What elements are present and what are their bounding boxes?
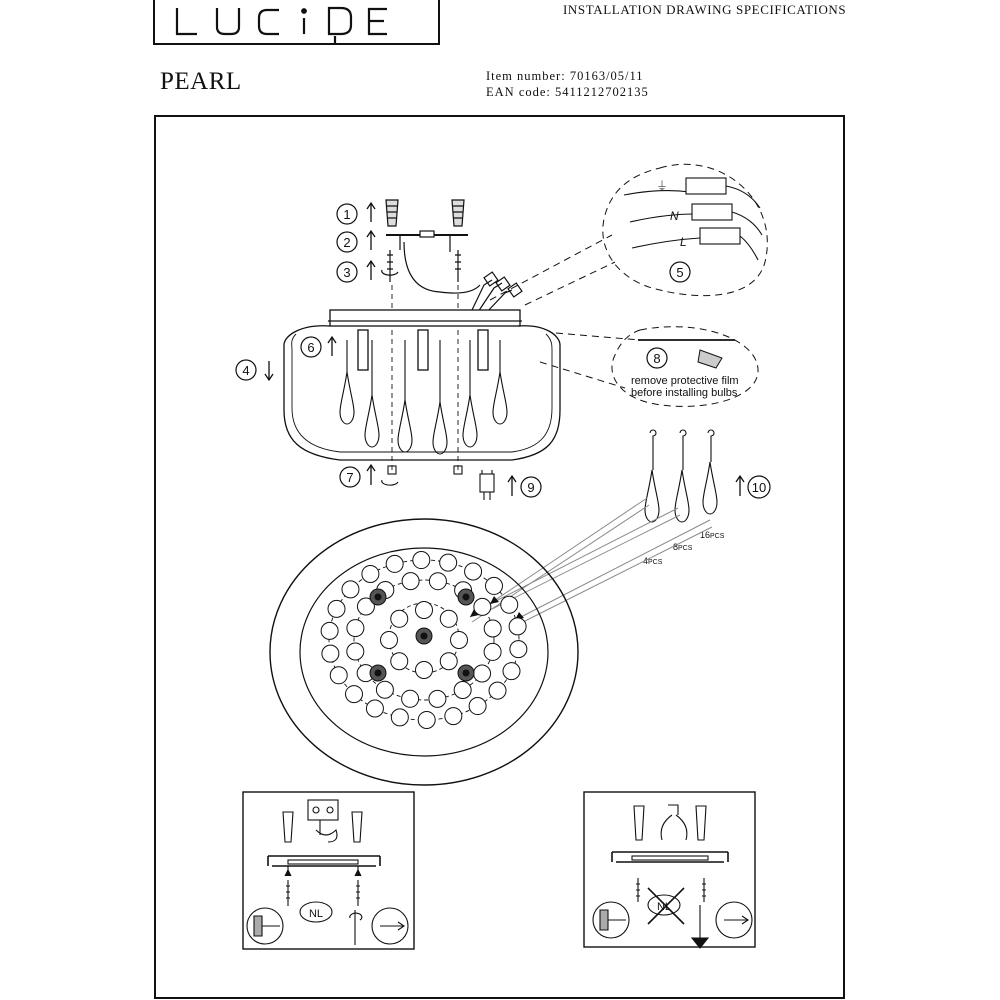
document-title: INSTALLATION DRAWING SPECIFICATIONS	[563, 2, 847, 17]
pearl-icon	[454, 682, 471, 699]
pearl-icon	[391, 709, 408, 726]
pearl-icon	[416, 662, 433, 679]
bulb-center-icon	[375, 670, 381, 676]
item-number: Item number: 70163/05/11	[486, 69, 644, 83]
svg-text:4: 4	[242, 363, 250, 378]
pearl-icon	[347, 643, 364, 660]
cable	[404, 242, 480, 293]
ground-symbol: ⏚	[656, 179, 669, 193]
drop-qty-c: 16PCS	[700, 530, 725, 540]
bulb-center-icon	[421, 633, 427, 639]
pearl-icon	[418, 711, 435, 728]
wiring-detail	[490, 164, 767, 305]
pearl-icon	[429, 690, 446, 707]
pearl-icon	[509, 618, 526, 635]
pearl-icon	[451, 632, 468, 649]
step-5	[670, 262, 690, 282]
pearl-icon	[381, 632, 398, 649]
mounting-bracket	[386, 231, 468, 252]
pearl-icon	[376, 681, 393, 698]
pearl-icon	[486, 577, 503, 594]
pearl-icon	[391, 610, 408, 627]
step-labels	[236, 203, 770, 498]
pearl-icon	[474, 665, 491, 682]
pearl-icon	[484, 620, 501, 637]
fixture-top-view	[270, 519, 578, 785]
bulb-icon	[478, 330, 488, 370]
pearl-icon	[484, 643, 501, 660]
svg-text:9: 9	[527, 480, 535, 495]
drop-qty-a: 4PCS	[643, 556, 663, 566]
pearl-icon	[321, 622, 338, 639]
pearl-icon	[416, 602, 433, 619]
screw-icon	[455, 250, 461, 282]
pearl-icon	[366, 700, 383, 717]
pearl-icon	[440, 610, 457, 627]
film-note-line-1: remove protective film	[631, 375, 739, 387]
wall-plug-icon	[386, 200, 398, 226]
inset-mount-no-nl	[584, 792, 755, 948]
pearl-icon	[469, 698, 486, 715]
pearl-icon	[342, 581, 359, 598]
pearl-icon	[413, 552, 430, 569]
step-10	[736, 476, 770, 498]
bulb-center-icon	[375, 594, 381, 600]
drop-qty-b: 8PCS	[673, 542, 693, 552]
hook-icon	[680, 430, 686, 470]
hook-icon	[708, 430, 714, 462]
svg-text:3: 3	[343, 265, 351, 280]
pearl-icon	[465, 563, 482, 580]
svg-text:6: 6	[307, 340, 315, 355]
wall-plug-icon	[452, 200, 464, 226]
svg-text:1: 1	[343, 207, 351, 222]
live-label: L	[680, 235, 687, 249]
pearl-icon	[501, 596, 518, 613]
step-4	[236, 360, 273, 380]
pearl-icon	[391, 653, 408, 670]
pearl-icon	[347, 620, 364, 637]
nl-label: NL	[308, 908, 324, 920]
pearl-icon	[330, 667, 347, 684]
neutral-label: N	[670, 209, 679, 223]
small-parts	[382, 466, 494, 500]
pearl-icon	[440, 554, 457, 571]
bulb-center-icon	[463, 670, 469, 676]
drop-types	[643, 430, 725, 566]
ean-code: EAN code: 5411212702135	[486, 85, 649, 99]
svg-text:10: 10	[751, 480, 767, 495]
svg-text:5: 5	[676, 265, 684, 280]
step-2	[337, 231, 375, 252]
pearl-icon	[474, 598, 491, 615]
bulb-center-icon	[463, 594, 469, 600]
svg-text:7: 7	[346, 470, 354, 485]
pearl-icon	[362, 565, 379, 582]
screw-icon	[387, 250, 393, 282]
bulb-icon	[418, 330, 428, 370]
pearl-icon	[402, 573, 419, 590]
product-name: PEARL	[160, 68, 242, 95]
bulb-icon	[358, 330, 368, 370]
protective-film-detail	[540, 327, 758, 407]
svg-text:8: 8	[653, 351, 661, 366]
pearl-icon	[429, 573, 446, 590]
pearl-icon	[503, 663, 520, 680]
film-note-line-2: before installing bulbs	[631, 387, 738, 399]
step-9	[508, 476, 541, 497]
step-7	[340, 465, 375, 487]
step-3	[337, 261, 375, 282]
step-6	[301, 337, 336, 357]
g9-bulb-icon	[480, 474, 494, 492]
pearl-icon	[322, 645, 339, 662]
inset-mount-nl	[243, 792, 414, 949]
connector-plugs	[472, 272, 522, 313]
pearl-icon	[445, 708, 462, 725]
pearl-icon	[345, 686, 362, 703]
nl-crossed-label: NL	[656, 901, 672, 913]
hook-icon	[650, 430, 656, 470]
pearl-icon	[328, 600, 345, 617]
step-1	[337, 203, 375, 224]
mounting-hardware	[382, 200, 522, 474]
pearl-icon	[510, 641, 527, 658]
fixture-side-view	[284, 310, 560, 460]
pearl-icon	[440, 653, 457, 670]
pearl-icon	[489, 682, 506, 699]
pearl-icon	[402, 690, 419, 707]
step-8	[647, 348, 667, 368]
pearl-icon	[386, 555, 403, 572]
svg-text:2: 2	[343, 235, 351, 250]
